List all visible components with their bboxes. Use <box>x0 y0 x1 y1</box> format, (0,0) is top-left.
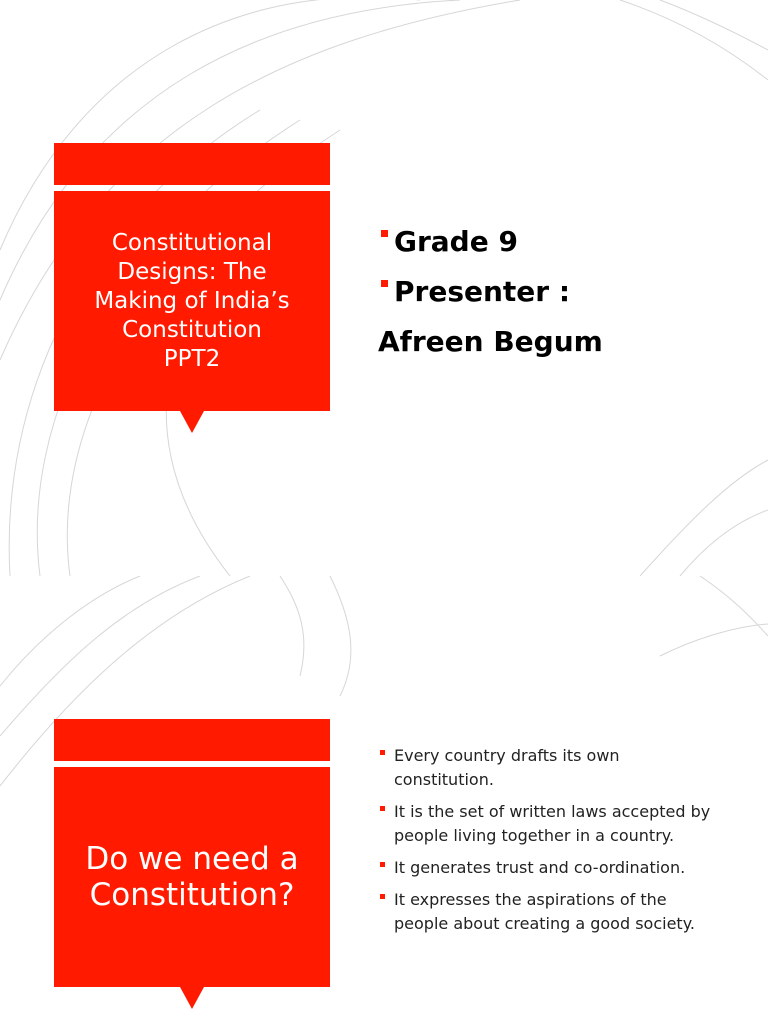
title-line: PPT2 <box>163 345 221 372</box>
title-header-strip <box>54 143 330 185</box>
bullet-presenter: Presenter : <box>378 272 738 312</box>
bullet-item: Every country drafts its own constitution. <box>380 744 720 792</box>
title-box <box>54 191 330 411</box>
bullet-square-icon <box>381 230 388 237</box>
title-line: Designs: The <box>117 258 267 285</box>
bullet-square-icon <box>380 750 385 755</box>
title-line: Constitutional <box>111 229 273 256</box>
bullet-item: It generates trust and co-ordination. <box>380 856 720 880</box>
title-line: Making of India’s <box>94 287 290 314</box>
slide-1-bullets <box>378 222 738 372</box>
bullet-item: It expresses the aspirations of the people about creating a good society. <box>380 888 720 936</box>
bullet-grade: Grade 9 <box>378 222 738 262</box>
bullet-square-icon <box>380 806 385 811</box>
slide-title <box>74 229 309 374</box>
bullet-square-icon <box>380 894 385 899</box>
slide-2 <box>0 576 768 1024</box>
bullet-square-icon <box>381 280 388 287</box>
bullet-square-icon <box>380 862 385 867</box>
title-line: Do we need a <box>85 841 299 877</box>
title-line: Constitution? <box>89 877 295 913</box>
bullet-item: It is the set of written laws accepted by people living together in a country. <box>380 800 720 848</box>
title-box <box>54 767 330 987</box>
presenter-name: Afreen Begum <box>378 325 603 358</box>
title-header-strip <box>54 719 330 761</box>
slide-2-bullets <box>380 744 720 944</box>
title-line: Constitution <box>122 316 262 343</box>
slide-title <box>65 841 318 913</box>
